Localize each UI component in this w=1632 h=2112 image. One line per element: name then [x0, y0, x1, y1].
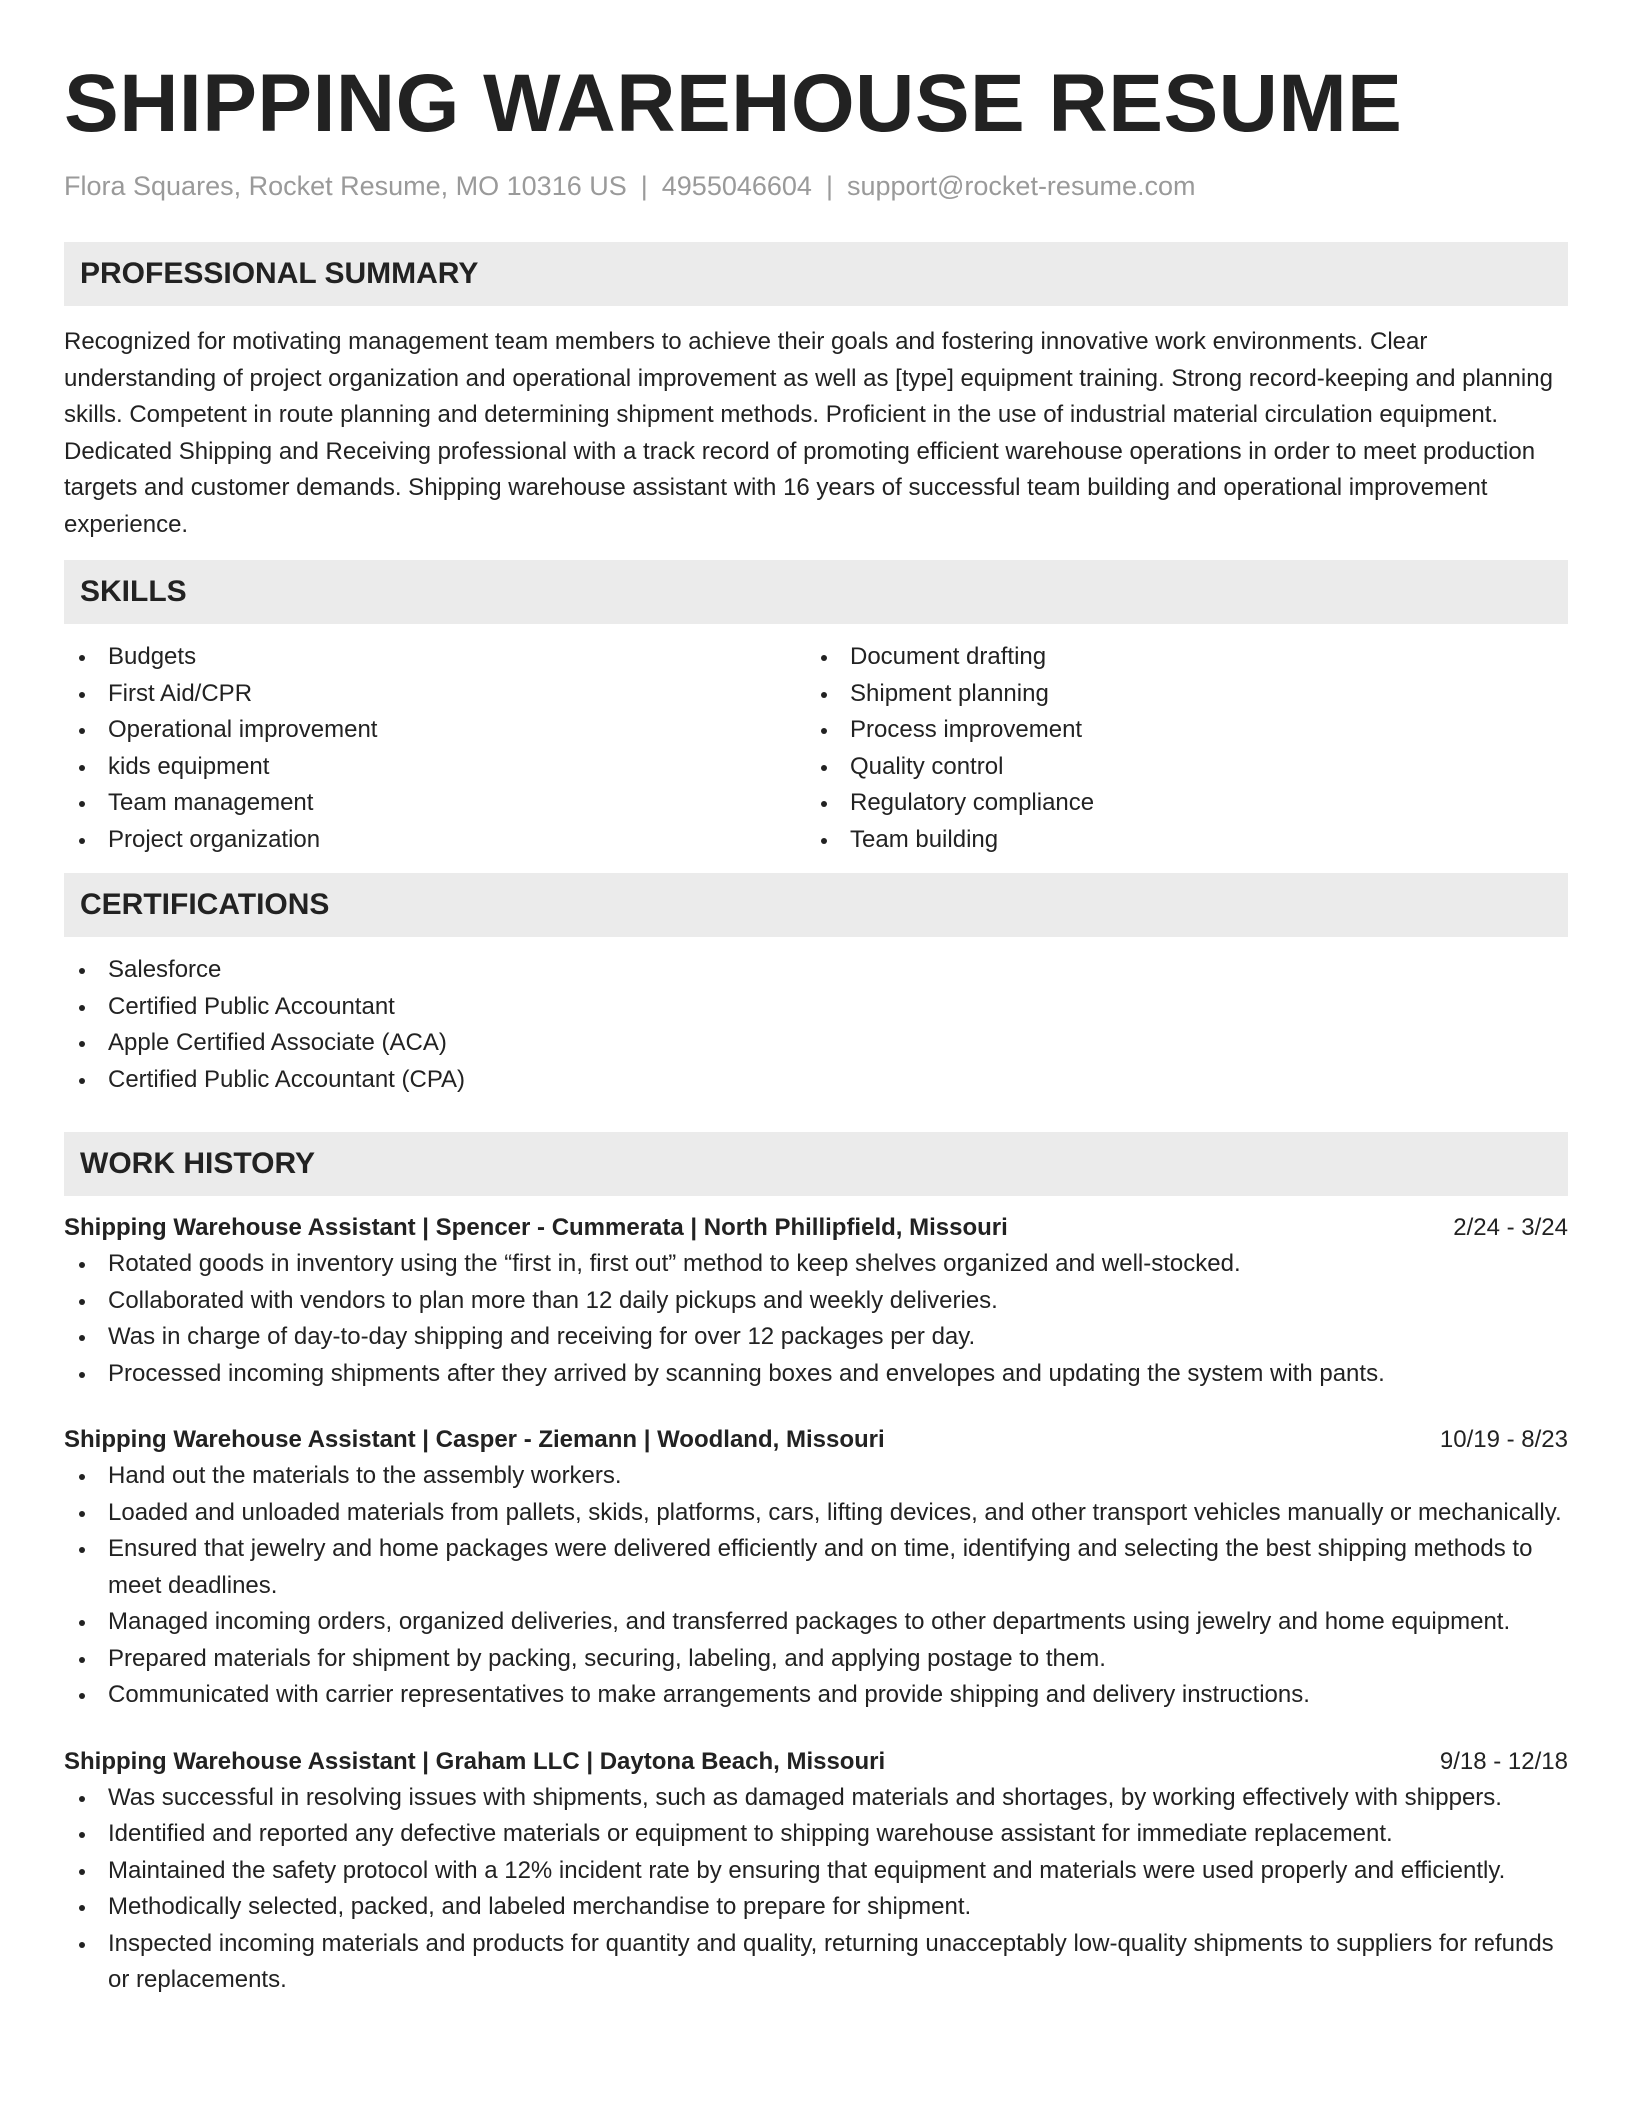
certifications-list [64, 952, 1568, 1098]
job-bullet: Was successful in resolving issues with shipments, such as damaged materials and shortages, by working effectively with shippers. [64, 1780, 1568, 1817]
job-bullet: Maintained the safety protocol with a 12% incident rate by ensuring that equipment and materials were used properly and efficiently. [64, 1853, 1568, 1890]
job-bullet: Was in charge of day-to-day shipping and receiving for over 12 packages per day. [64, 1319, 1568, 1356]
job-dates: 2/24 - 3/24 [1453, 1214, 1568, 1241]
skill-item: Team building [806, 822, 1548, 859]
skill-item: Process improvement [806, 712, 1548, 749]
job-bullet: Inspected incoming materials and products for quantity and quality, returning unacceptably low-quality shipments to suppliers for refunds or replacements. [64, 1926, 1568, 1999]
job-bullet: Managed incoming orders, organized deliveries, and transferred packages to other departments using jewelry and home equipment. [64, 1604, 1568, 1641]
job-title: Shipping Warehouse Assistant | Graham LLC | Daytona Beach, Missouri [64, 1747, 886, 1775]
job-entry [64, 1422, 1568, 1714]
job-entry [64, 1744, 1568, 1999]
section-header-work-history: WORK HISTORY [64, 1132, 1568, 1196]
job-bullet: Collaborated with vendors to plan more than 12 daily pickups and weekly deliveries. [64, 1283, 1568, 1320]
job-bullet: Ensured that jewelry and home packages were delivered efficiently and on time, identifying and selecting the best shipping methods to meet deadlines. [64, 1531, 1568, 1604]
skills-grid [64, 639, 1568, 858]
skill-item: Shipment planning [806, 676, 1548, 713]
skill-item: kids equipment [64, 749, 806, 786]
summary-text: Recognized for motivating management team members to achieve their goals and fostering innovative work environments. Clear understanding of project organization and operational improvement as well as [type] equipment training. Strong record-keeping and planning skills. Competent in route planning and determining shipment methods. Proficient in the use of industrial material circulation equipment. Dedicated Shipping and Receiving professional with a track record of promoting efficient warehouse operations in order to meet production targets and customer demands. Shipping warehouse assistant with 16 years of successful team building and operational improvement experience. [64, 328, 1553, 538]
contact-separator: | [825, 171, 833, 201]
skill-item: Regulatory compliance [806, 785, 1548, 822]
contact-separator: | [640, 171, 648, 201]
job-bullet: Hand out the materials to the assembly workers. [64, 1458, 1568, 1495]
resume-title: SHIPPING WAREHOUSE RESUME [64, 58, 1403, 149]
job-bullets [64, 1780, 1568, 1999]
skill-item: Team management [64, 785, 806, 822]
job-bullet: Processed incoming shipments after they arrived by scanning boxes and envelopes and updating the system with pants. [64, 1356, 1568, 1393]
job-header [64, 1210, 1568, 1246]
contact-phone: 4955046604 [661, 171, 812, 201]
job-bullet: Methodically selected, packed, and labeled merchandise to prepare for shipment. [64, 1889, 1568, 1926]
job-bullet: Identified and reported any defective materials or equipment to shipping warehouse assistant for immediate replacement. [64, 1816, 1568, 1853]
skill-item: Operational improvement [64, 712, 806, 749]
resume-page [64, 56, 1568, 1999]
job-bullet: Communicated with carrier representatives to make arrangements and provide shipping and delivery instructions. [64, 1677, 1568, 1714]
section-header-summary: PROFESSIONAL SUMMARY [64, 242, 1568, 306]
certification-item: Certified Public Accountant [64, 989, 1568, 1026]
job-bullets [64, 1246, 1568, 1392]
job-dates: 10/19 - 8/23 [1439, 1426, 1568, 1453]
certification-item: Apple Certified Associate (ACA) [64, 1025, 1568, 1062]
contact-email: support@rocket-resume.com [846, 171, 1196, 201]
job-header [64, 1422, 1568, 1458]
certification-item: Salesforce [64, 952, 1568, 989]
skill-item: Quality control [806, 749, 1548, 786]
section-header-skills: SKILLS [64, 560, 1568, 624]
certification-item: Certified Public Accountant (CPA) [64, 1062, 1568, 1099]
job-bullet: Rotated goods in inventory using the “first in, first out” method to keep shelves organized and well-stocked. [64, 1246, 1568, 1283]
skill-item: Project organization [64, 822, 806, 859]
contact-line [64, 168, 1568, 204]
job-bullets [64, 1458, 1568, 1714]
job-bullet: Prepared materials for shipment by packing, securing, labeling, and applying postage to them. [64, 1641, 1568, 1678]
skill-item: Budgets [64, 639, 806, 676]
skills-list-right [806, 639, 1548, 858]
job-entry [64, 1210, 1568, 1392]
section-header-certifications: CERTIFICATIONS [64, 873, 1568, 937]
skill-item: First Aid/CPR [64, 676, 806, 713]
job-dates: 9/18 - 12/18 [1439, 1747, 1568, 1775]
job-title: Shipping Warehouse Assistant | Spencer - Cummerata | North Phillipfield, Missouri [64, 1214, 1008, 1241]
skill-item: Document drafting [806, 639, 1548, 676]
job-bullet: Loaded and unloaded materials from pallets, skids, platforms, cars, lifting devices, and other transport vehicles manually or mechanically. [64, 1495, 1568, 1532]
contact-address: Flora Squares, Rocket Resume, MO 10316 US [64, 171, 627, 201]
job-header [64, 1744, 1568, 1780]
job-title: Shipping Warehouse Assistant | Casper - Ziemann | Woodland, Missouri [64, 1426, 885, 1453]
skills-list-left [64, 639, 806, 858]
